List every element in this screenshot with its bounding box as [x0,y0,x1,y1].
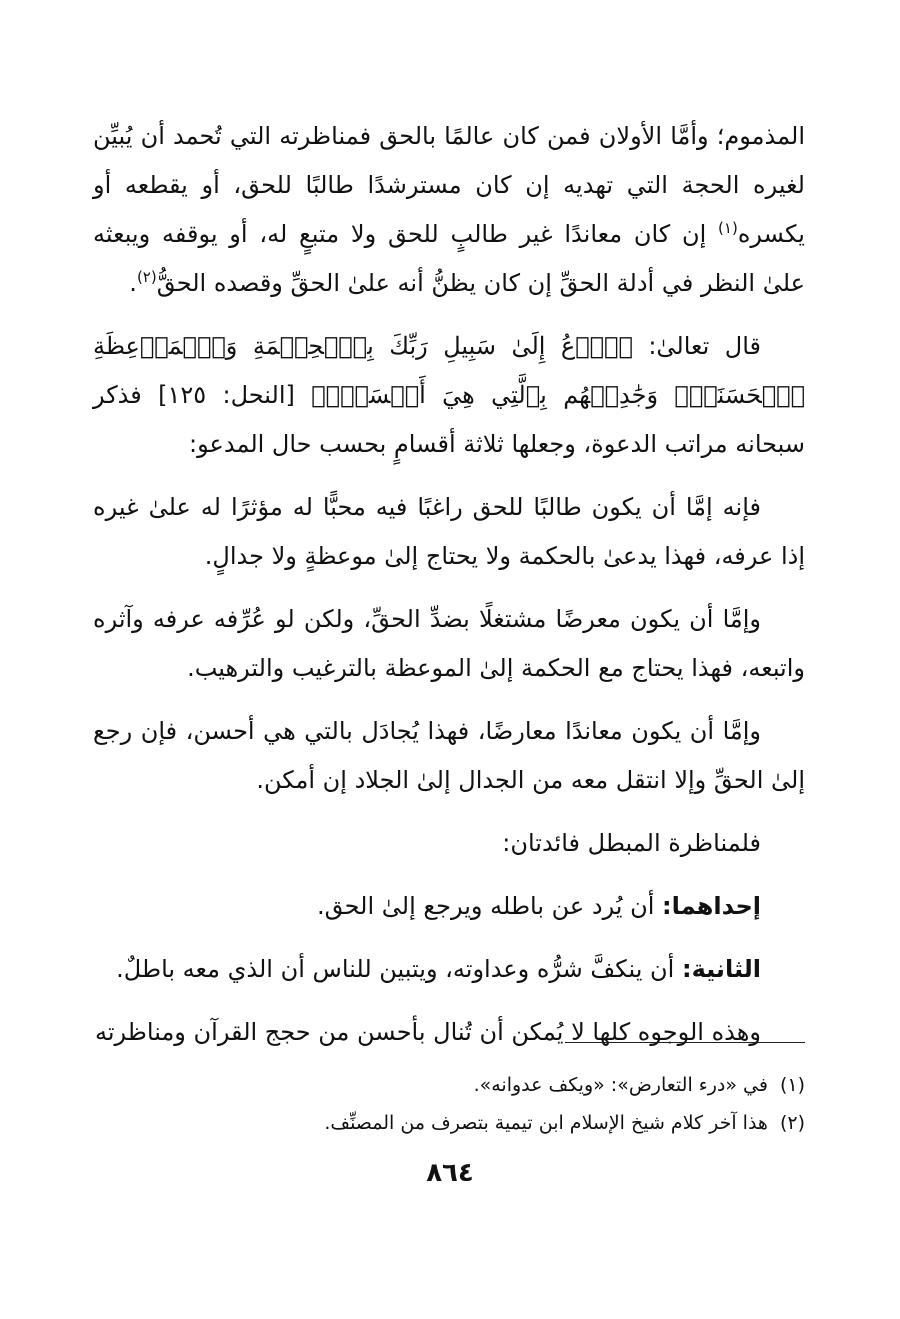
footnote-1 [93,1066,805,1104]
footnotes [93,1066,805,1142]
second-benefit-label: الثانية: [681,955,761,983]
paragraph-1 [93,112,805,308]
paragraph-8 [93,945,805,994]
paragraph-9: وهذه الوجوه كلها لا يُمكن أن تُنال بأحسن من حجج القرآن ومناظرته [95,1018,761,1046]
footnote-ref-2: (٢) [136,268,157,286]
footnote-1-number: (١) [779,1074,805,1096]
second-benefit-text: أن ينكفَّ شرُّه وعداوته، ويتبين للناس أن الذي معه باطلٌ. [116,955,682,983]
footnote-ref-1: (١) [718,219,738,237]
paragraph-2-rest: فذكر سبحانه مراتب الدعوة، وجعلها ثلاثة أقسامٍ بحسب حال المدعو: [93,381,805,458]
paragraph-5: وإمَّا أن يكون معاندًا معارضًا، فهذا يُجادَل بالتي هي أحسن، فإن رجع إلىٰ الحقِّ وإلا انتقل معه من الجدال إلىٰ الجلاد إن أمكن. [93,717,805,794]
paragraph-1-text-c: . [129,269,137,297]
paragraph-1-text-a: المذموم؛ وأمَّا الأولان فمن كان عالمًا بالحق فمناظرته التي تُحمد أن يُبيِّن لغيره الحجة التي تهديه إن كان مسترشدًا طالبًا للحق، أو يقطعه أو يكسره [93,122,805,248]
paragraph-7 [93,882,805,931]
footnote-2-number: (٢) [779,1112,805,1134]
paragraph-4: وإمَّا أن يكون معرضًا مشتغلًا بضدِّ الحقِّ، ولكن لو عُرِّفه عرفه وآثره واتبعه، فهذا يحتاج مع الحكمة إلىٰ الموعظة بالترغيب والترهيب. [93,605,805,682]
first-benefit-text: أن يُرد عن باطله ويرجع إلىٰ الحق. [317,892,663,920]
quran-verse: ﴿ٱدۡعُ إِلَىٰ سَبِيلِ رَبِّكَ بِٱلۡحِكۡمَةِ وَٱلۡمَوۡعِظَةِ ٱلۡحَسَنَةِۖ وَجَٰدِلۡهُم بِٱلَّتِي هِيَ أَحۡسَنُۚ﴾ [93,332,805,409]
body-text [93,112,805,1071]
first-benefit-label: إحداهما: [662,892,761,920]
paragraph-3: فإنه إمَّا أن يكون طالبًا للحق راغبًا فيه محبًّا له مؤثرًا له علىٰ غيره إذا عرفه، فهذا يدعىٰ بالحكمة ولا يحتاج إلىٰ موعظةٍ ولا جدالٍ. [93,493,805,570]
paragraph-2 [93,322,805,469]
verse-citation: [النحل: ١٢٥] [141,381,312,409]
footnote-1-text: في «درء التعارض»: «ويكف عدوانه». [473,1074,768,1096]
page-number: ٨٦٤ [426,1158,474,1188]
footnote-2 [93,1104,805,1142]
footnote-2-text: هذا آخر كلام شيخ الإسلام ابن تيمية بتصرف من المصنِّف. [324,1112,768,1134]
paragraph-1-text-b: إن كان معاندًا غير طالبٍ للحق ولا متبعٍ له، أو يوقفه ويبعثه علىٰ النظر في أدلة الحقِّ إن كان يظنُّ أنه علىٰ الحقِّ وقصده الحقُّ [93,220,805,297]
paragraph-6: فلمناظرة المبطل فائدتان: [502,829,761,857]
footnote-separator [565,1042,805,1043]
paragraph-2-intro: قال تعالىٰ: [632,332,761,360]
